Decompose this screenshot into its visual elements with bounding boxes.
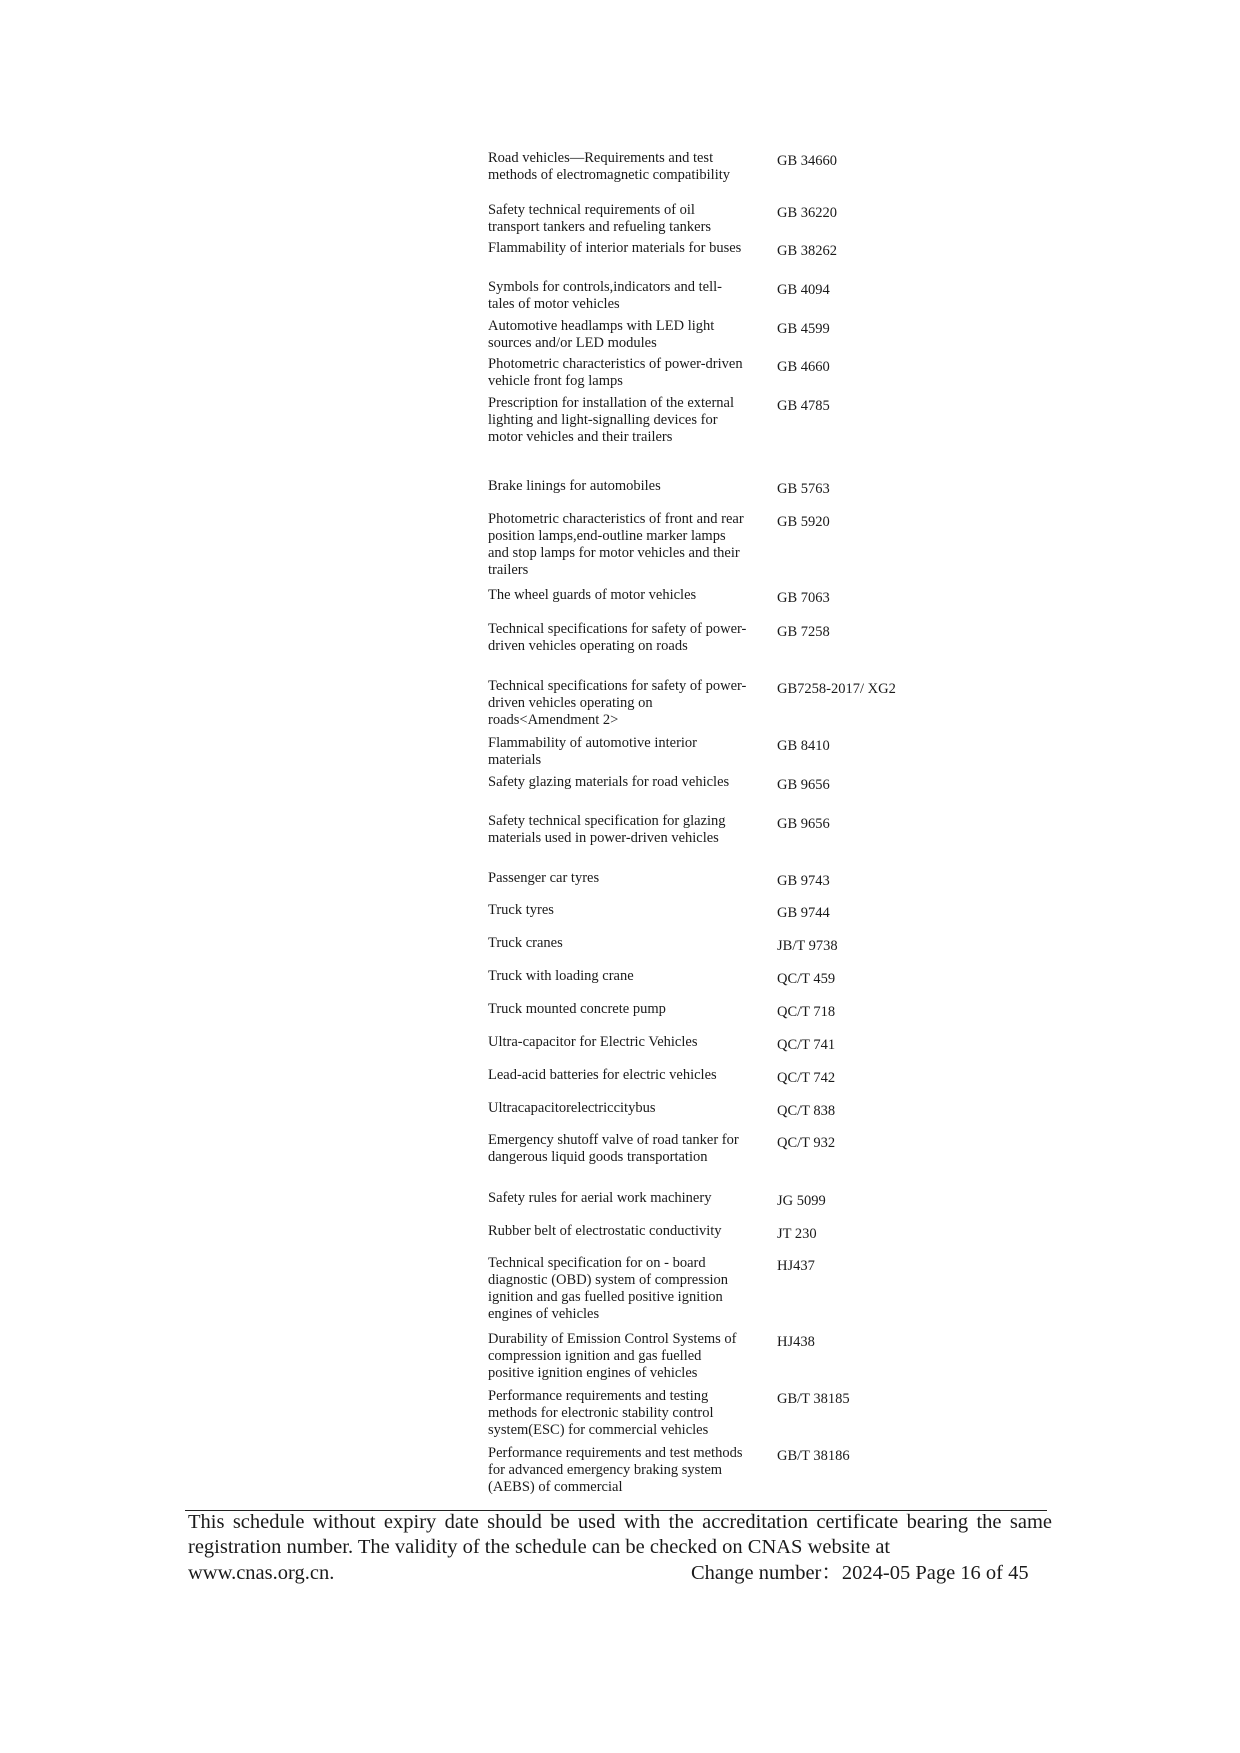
standard-title: Automotive headlamps with LED light sources and/or LED modules bbox=[488, 318, 715, 351]
standard-code: GB/T 38185 bbox=[777, 1391, 850, 1407]
standard-title: Passenger car tyres bbox=[488, 870, 600, 886]
standard-code: GB 9656 bbox=[777, 777, 830, 793]
standard-code: GB 5920 bbox=[777, 514, 830, 530]
standard-code: GB 5763 bbox=[777, 481, 830, 497]
standard-code: GB 9743 bbox=[777, 873, 830, 889]
standard-title: Brake linings for automobiles bbox=[488, 478, 661, 494]
footer-change-number: Change number：2024-05 Page 16 of 45 bbox=[691, 1562, 1029, 1584]
standard-code: GB/T 38186 bbox=[777, 1448, 850, 1464]
standard-title: Truck mounted concrete pump bbox=[488, 1001, 666, 1017]
standard-title: Truck with loading crane bbox=[488, 968, 634, 984]
standard-title: Technical specifications for safety of power-driven vehicles operating on roads bbox=[488, 621, 747, 654]
footer-url: www.cnas.org.cn. bbox=[188, 1562, 335, 1584]
standard-title: Photometric characteristics of front and rear position lamps,end-outline marker lamps and stop lamps for motor vehicles and their trailers bbox=[488, 511, 744, 578]
standard-title: Durability of Emission Control Systems of compression ignition and gas fuelled positive ignition engines of vehicles bbox=[488, 1331, 737, 1381]
standard-code: QC/T 838 bbox=[777, 1103, 836, 1119]
standard-code: JB/T 9738 bbox=[777, 938, 838, 954]
standard-title: Symbols for controls,indicators and tell-tales of motor vehicles bbox=[488, 279, 722, 312]
standard-code: HJ438 bbox=[777, 1334, 815, 1350]
standard-code: GB 38262 bbox=[777, 243, 838, 259]
footer-notice: This schedule without expiry date should be used with the accreditation certificate bearing the same registration number. The validity of the schedule can be checked on CNAS website at bbox=[188, 1511, 1052, 1558]
standard-code: QC/T 932 bbox=[777, 1135, 836, 1151]
standard-code: QC/T 718 bbox=[777, 1004, 836, 1020]
standard-title: Flammability of automotive interior materials bbox=[488, 735, 698, 768]
standard-title: Road vehicles—Requirements and test methods of electromagnetic compatibility bbox=[488, 150, 730, 183]
standard-code: GB7258-2017/ XG2 bbox=[777, 681, 896, 697]
standard-code: GB 9656 bbox=[777, 816, 830, 832]
standard-code: HJ437 bbox=[777, 1258, 815, 1274]
standard-title: Lead-acid batteries for electric vehicles bbox=[488, 1067, 717, 1083]
standard-title: Ultracapacitorelectriccitybus bbox=[488, 1100, 656, 1116]
standard-code: GB 4660 bbox=[777, 359, 830, 375]
standard-title: The wheel guards of motor vehicles bbox=[488, 587, 697, 603]
standard-code: GB 9744 bbox=[777, 905, 830, 921]
standard-code: QC/T 459 bbox=[777, 971, 836, 987]
standard-title: Emergency shutoff valve of road tanker for dangerous liquid goods transportation bbox=[488, 1132, 739, 1165]
standard-title: Truck tyres bbox=[488, 902, 554, 918]
standard-code: QC/T 742 bbox=[777, 1070, 836, 1086]
standard-title: Rubber belt of electrostatic conductivity bbox=[488, 1223, 722, 1239]
standard-title: Truck cranes bbox=[488, 935, 563, 951]
standard-code: GB 7063 bbox=[777, 590, 830, 606]
standard-title: Safety glazing materials for road vehicles bbox=[488, 774, 730, 790]
standard-code: GB 8410 bbox=[777, 738, 830, 754]
standard-code: JT 230 bbox=[777, 1226, 817, 1242]
standard-title: Photometric characteristics of power-driven vehicle front fog lamps bbox=[488, 356, 743, 389]
standard-code: GB 4094 bbox=[777, 282, 830, 298]
standard-title: Ultra-capacitor for Electric Vehicles bbox=[488, 1034, 698, 1050]
standard-code: GB 7258 bbox=[777, 624, 830, 640]
standard-title: Performance requirements and test methods for advanced emergency braking system (AEBS) of commercial bbox=[488, 1445, 743, 1495]
standard-code: GB 36220 bbox=[777, 205, 838, 221]
standard-title: Performance requirements and testing methods for electronic stability control system(ESC) for commercial vehicles bbox=[488, 1388, 714, 1438]
standard-code: GB 4599 bbox=[777, 321, 830, 337]
standard-title: Technical specification for on - board diagnostic (OBD) system of compression ignition and gas fuelled positive ignition engines of vehicles bbox=[488, 1255, 729, 1322]
standard-code: QC/T 741 bbox=[777, 1037, 836, 1053]
standard-code: GB 34660 bbox=[777, 153, 838, 169]
standard-title: Safety technical specification for glazing materials used in power-driven vehicles bbox=[488, 813, 726, 846]
standard-title: Prescription for installation of the external lighting and light-signalling devices for motor vehicles and their trailers bbox=[488, 395, 735, 445]
standard-title: Technical specifications for safety of power-driven vehicles operating on roads<Amendment 2> bbox=[488, 678, 747, 728]
standard-code: GB 4785 bbox=[777, 398, 830, 414]
standard-code: JG 5099 bbox=[777, 1193, 826, 1209]
standard-title: Safety rules for aerial work machinery bbox=[488, 1190, 712, 1206]
standard-title: Safety technical requirements of oil transport tankers and refueling tankers bbox=[488, 202, 712, 235]
standard-title: Flammability of interior materials for buses bbox=[488, 240, 742, 256]
